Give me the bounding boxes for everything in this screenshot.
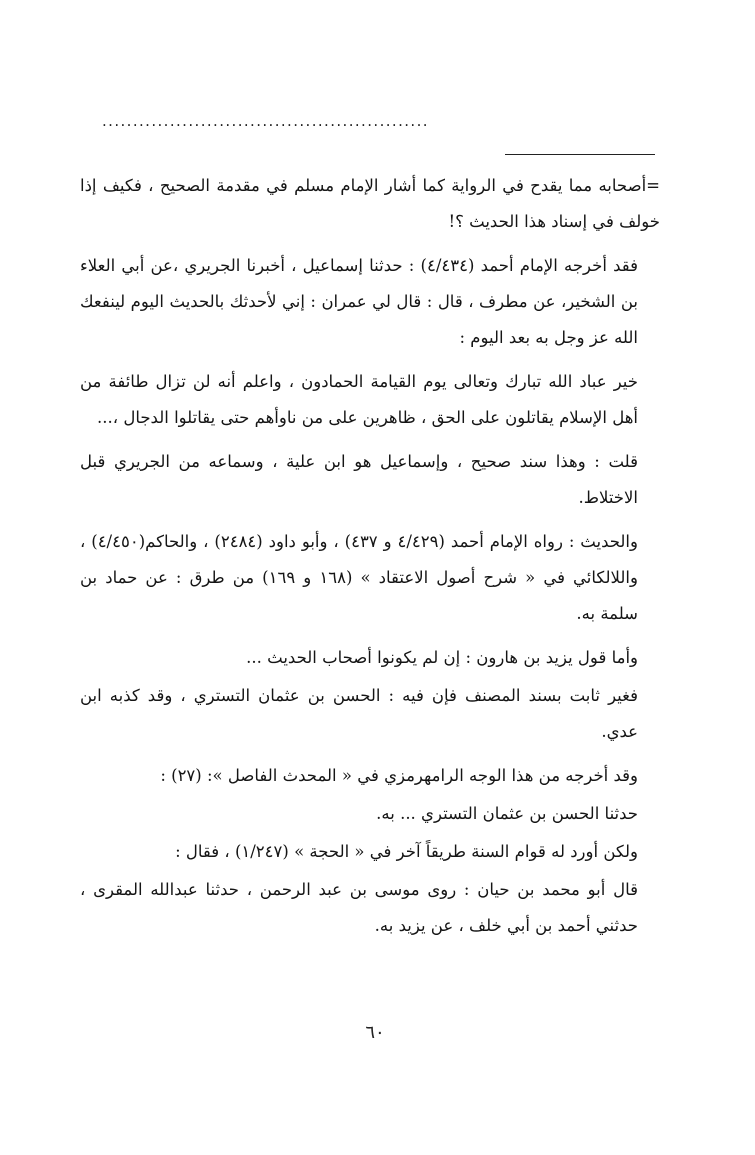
paragraph-ahmad-narration: فقد أخرجه الإمام أحمد (٤/٤٣٤) : حدثنا إسماعيل ، أخبرنا الجريري ،عن أبي العلاء بن الشخير، عن مطرف ، قال : قال لي عمران : إني لأحدثك بالحديث اليوم لينفعك الله عز وجل به بعد اليوم :: [80, 256, 638, 347]
paragraph-yazid-quote: وأما قول يزيد بن هارون : إن لم يكونوا أصحاب الحديث ...: [246, 648, 638, 667]
paragraph-takhrij: والحديث : رواه الإمام أحمد (٤/٤٢٩ و ٤٣٧) ، وأبو داود (٢٤٨٤) ، والحاكم(٤/٤٥٠) ، واللالكائي في « شرح أصول الاعتقاد » (١٦٨ و ١٦٩) من طرق : عن حماد بن سلمة به.: [80, 532, 638, 623]
paragraph-weakness-note: فغير ثابت بسند المصنف فإن فيه : الحسن بن عثمان التستري ، وقد كذبه ابن عدي.: [80, 686, 638, 741]
page-number: ٦٠: [365, 1022, 385, 1043]
header-dotted-rule: .....................................................: [102, 112, 429, 130]
paragraph-continuation: =أصحابه مما يقدح في الرواية كما أشار الإمام مسلم في مقدمة الصحيح ، فكيف إذا خولف في إسناد هذا الحديث ؟!: [80, 176, 660, 231]
page-body: [80, 168, 660, 952]
paragraph-isnad-line: حدثنا الحسن بن عثمان التستري ... به.: [376, 804, 638, 823]
footnote-separator-line: [505, 154, 655, 155]
paragraph-final-isnad: قال أبو محمد بن حيان : روى موسى بن عبد الرحمن ، حدثنا عبدالله المقرى ، حدثني أحمد بن أبي خلف ، عن يزيد به.: [80, 880, 638, 935]
paragraph-ramhurmuzi: وقد أخرجه من هذا الوجه الرامهرمزي في « المحدث الفاصل »: (٢٧) :: [160, 766, 638, 785]
paragraph-isnad-comment: قلت : وهذا سند صحيح ، وإسماعيل هو ابن علية ، وسماعه من الجريري قبل الاختلاط.: [80, 452, 638, 507]
paragraph-hadith-text: خير عباد الله تبارك وتعالى يوم القيامة الحمادون ، واعلم أنه لن تزال طائفة من أهل الإسلام يقاتلون على الحق ، ظاهرين على من ناوأهم حتى يقاتلوا الدجال ،...: [80, 372, 638, 427]
paragraph-qiwam-sunnah: ولكن أورد له قوام السنة طريقاً آخر في « الحجة » (١/٢٤٧) ، فقال :: [175, 842, 638, 861]
